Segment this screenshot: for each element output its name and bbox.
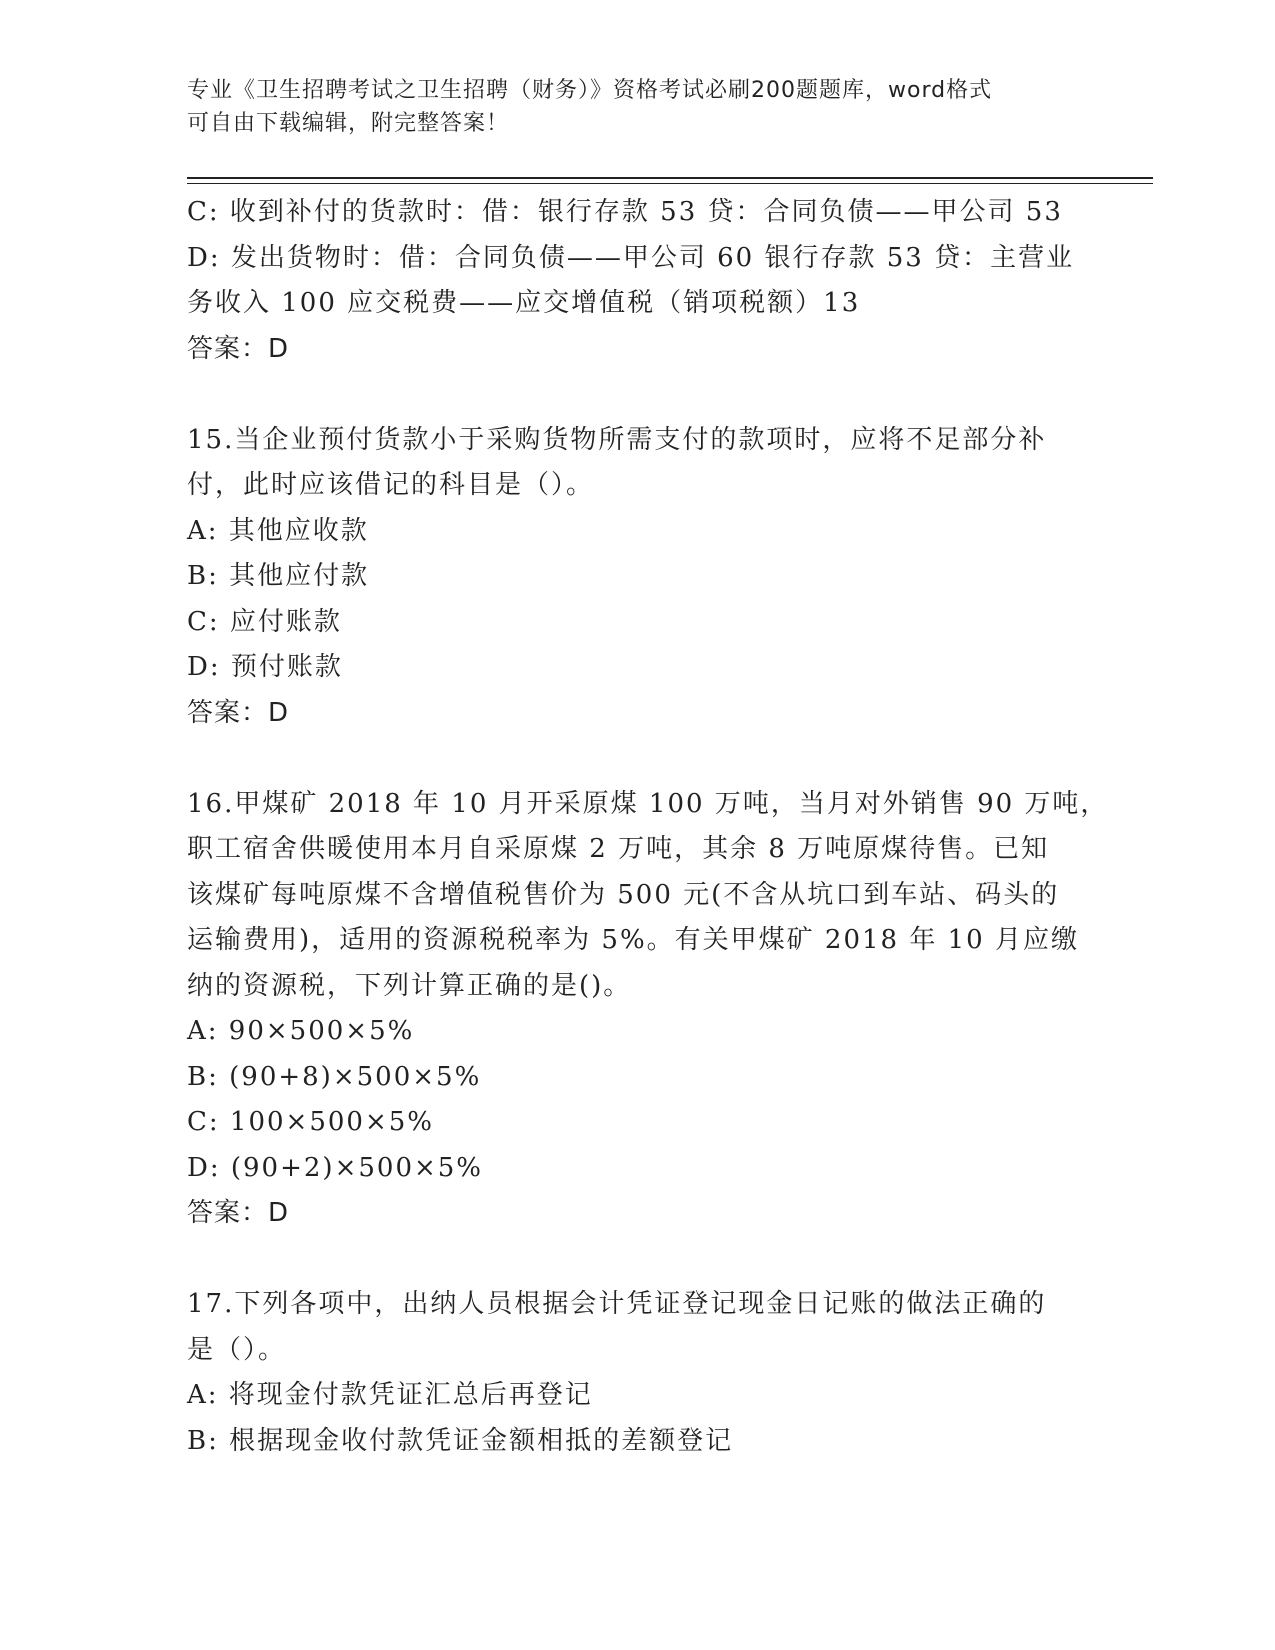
question-stem-line-1: 17.下列各项中，出纳人员根据会计凭证登记现金日记账的做法正确的: [187, 1289, 1047, 1319]
header-line-1: 专业《卫生招聘考试之卫生招聘（财务）》资格考试必刷200题题库，word格式: [187, 78, 993, 103]
answer: 答案：D: [187, 333, 290, 364]
option-d: D: (90+2)×500×5%: [187, 1152, 484, 1183]
option-d-line-1: D: 发出货物时：借：合同负债——甲公司 60 银行存款 53 贷：主营业: [187, 242, 1075, 273]
document-body: [187, 190, 1109, 1464]
question-16: [187, 782, 1109, 1237]
question-stem-line-2: 是（）。: [187, 1334, 287, 1365]
option-b: B: 根据现金收付款凭证金额相抵的差额登记: [187, 1425, 734, 1456]
question-stem-line-1: 15.当企业预付货款小于采购货物所需支付的款项时，应将不足部分补: [187, 424, 1047, 455]
question-stem-line-1: 16.甲煤矿 2018 年 10 月开采原煤 100 万吨，当月对外销售 90 万吨，: [187, 788, 1109, 819]
header-divider-thin: [187, 183, 1153, 184]
question-stem-line-3: 该煤矿每吨原煤不含增值税售价为 500 元(不含从坑口到车站、码头的: [187, 879, 1060, 910]
option-a: A: 90×500×5%: [187, 1016, 415, 1046]
option-b: B: 其他应付款: [187, 561, 370, 591]
question-stem-line-2: 付，此时应该借记的科目是（）。: [187, 470, 595, 500]
spacer: [187, 1237, 1077, 1283]
option-c: C: 收到补付的货款时：借：银行存款 53 贷：合同负债——甲公司 53: [187, 197, 1063, 227]
option-d-line-2: 务收入 100 应交税费——应交增值税（销项税额）13: [187, 288, 861, 318]
question-stem-line-5: 纳的资源税，下列计算正确的是()。: [187, 970, 632, 1001]
answer: 答案：D: [187, 1198, 290, 1228]
document-header: [187, 74, 1067, 140]
option-c: C: 100×500×5%: [187, 1107, 434, 1137]
option-a: A: 其他应收款: [187, 515, 369, 546]
question-stem-line-2: 职工宿舍供暖使用本月自采原煤 2 万吨，其余 8 万吨原煤待售。已知: [187, 834, 1050, 864]
question-15: [187, 418, 1077, 737]
question-17: [187, 1282, 1077, 1464]
answer: 答案：D: [187, 697, 290, 728]
header-line-2: 可自由下载编辑，附完整答案！: [187, 111, 510, 136]
option-c: C: 应付账款: [187, 606, 342, 637]
spacer: [187, 736, 1077, 782]
question-14-tail: [187, 190, 1077, 372]
spacer: [187, 372, 1077, 418]
option-a: A: 将现金付款凭证汇总后再登记: [187, 1380, 593, 1410]
option-d: D: 预付账款: [187, 652, 343, 682]
header-divider-thick: [187, 177, 1153, 179]
question-stem-line-4: 运输费用)，适用的资源税税率为 5%。有关甲煤矿 2018 年 10 月应缴: [187, 925, 1079, 955]
option-b: B: (90+8)×500×5%: [187, 1061, 482, 1092]
